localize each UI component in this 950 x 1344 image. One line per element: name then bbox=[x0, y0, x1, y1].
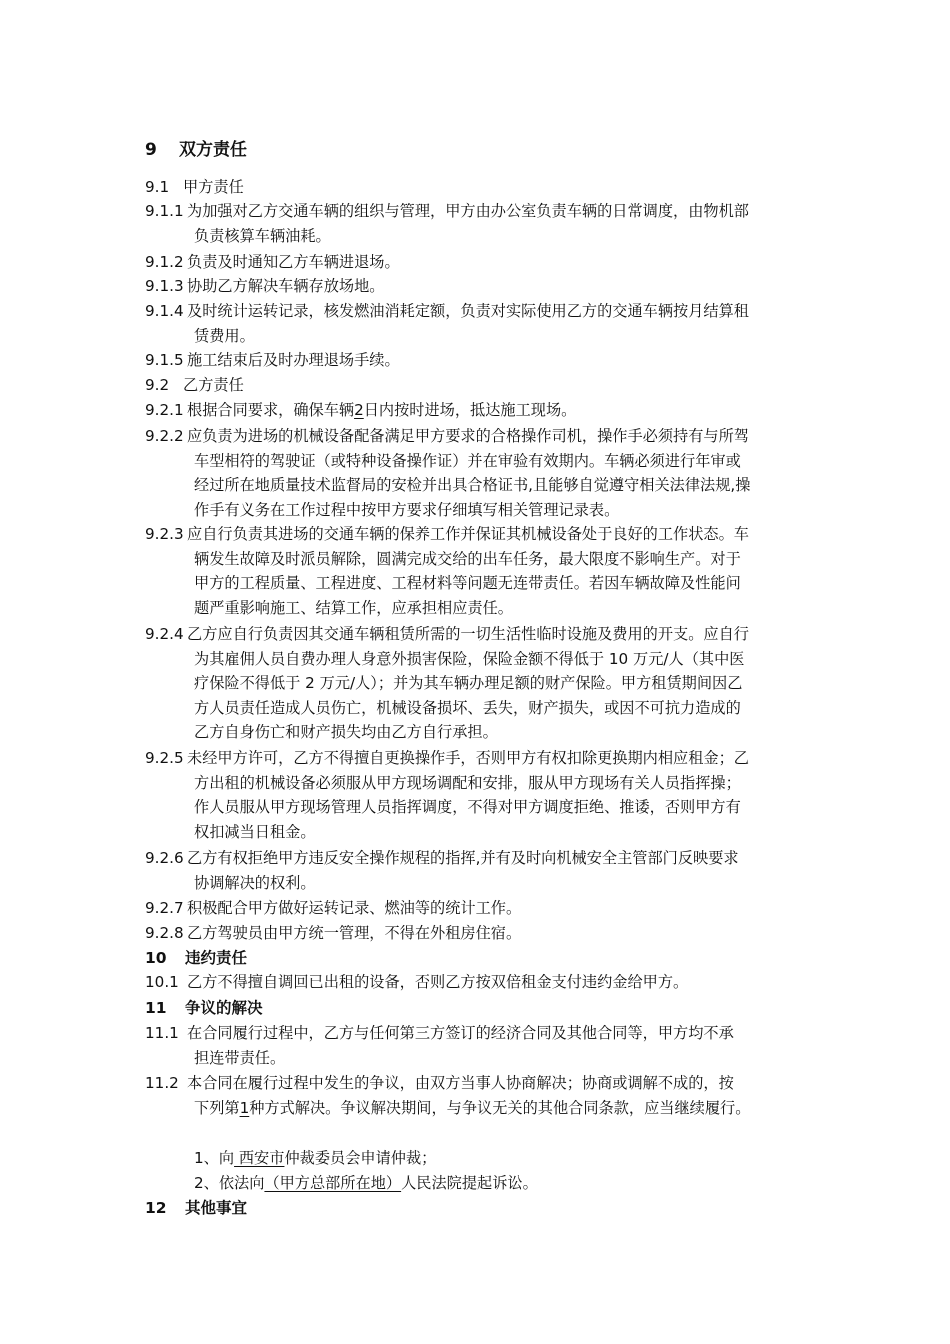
clause-9-1-3: 9.1.3 协助乙方解决车辆存放场地。 bbox=[145, 277, 385, 295]
section-heading-11: 11 争议的解决 bbox=[145, 999, 263, 1017]
subsection-heading-9-1: 9.1 甲方责任 bbox=[145, 178, 244, 196]
arbitration-option-2: 2、依法向（甲方总部所在地）人民法院提起诉讼。 bbox=[194, 1174, 538, 1192]
clause-9-1-4: 9.1.4 及时统计运转记录，核发燃油消耗定额，负责对实际使用乙方的交通车辆按月结算租 赁费用。 bbox=[145, 302, 749, 345]
subsection-heading-9-2: 9.2 乙方责任 bbox=[145, 376, 244, 394]
clause-11-1: 11.1 在合同履行过程中，乙方与任何第三方签订的经济合同及其他合同等，甲方均不承 担连带责任。 bbox=[145, 1024, 734, 1067]
section-heading-10: 10 违约责任 bbox=[145, 949, 248, 967]
clause-9-2-6: 9.2.6 乙方有权拒绝甲方违反安全操作规程的指挥,并有及时向机械安全主管部门反映要求 协调解决的权利。 bbox=[145, 849, 739, 892]
clause-9-1-1: 9.1.1 为加强对乙方交通车辆的组织与管理，甲方由办公室负责车辆的日常调度，由物机部 负责核算车辆油耗。 bbox=[145, 202, 749, 245]
clause-9-2-8: 9.2.8 乙方驾驶员由甲方统一管理，不得在外租房住宿。 bbox=[145, 924, 522, 942]
section-number: 9 bbox=[145, 140, 157, 160]
arbitration-option-1: 1、向 西安市仲裁委员会申请仲裁； bbox=[194, 1149, 437, 1167]
clause-9-1-5: 9.1.5 施工结束后及时办理退场手续。 bbox=[145, 351, 400, 369]
clause-10-1: 10.1 乙方不得擅自调回已出租的设备，否则乙方按双倍租金支付违约金给甲方。 bbox=[145, 973, 689, 991]
court-location: （甲方总部所在地） bbox=[264, 1174, 402, 1192]
section-heading-12: 12 其他事宜 bbox=[145, 1199, 248, 1217]
arbitration-city: 西安市 bbox=[234, 1149, 285, 1167]
clause-9-1-2: 9.1.2 负责及时通知乙方车辆进退场。 bbox=[145, 253, 400, 271]
dispute-method-value: 1 bbox=[239, 1098, 250, 1117]
clause-9-2-7: 9.2.7 积极配合甲方做好运转记录、燃油等的统计工作。 bbox=[145, 899, 522, 917]
days-value: 2 bbox=[354, 401, 364, 419]
section-title: 双方责任 bbox=[179, 140, 247, 160]
clause-9-2-4: 9.2.4 乙方应自行负责因其交通车辆租赁所需的一切生活性临时设施及费用的开支。应自行 为其雇佣人员自费办理人身意外损害保险，保险金额不得低于 10 万元/人（其中医 疗保险不得低于 2 万元/人）；并为其车辆办理足额的财产保险。甲方租赁期间因乙 方人员责任造成人员伤亡，机械设备损坏、丢失，财产损失，或因不可抗力造成的 乙方自身伤亡和财产损失均由乙方自行承担。 bbox=[145, 625, 749, 741]
section-heading-9 bbox=[145, 138, 247, 162]
clause-9-2-5: 9.2.5 未经甲方许可，乙方不得擅自更换操作手，否则甲方有权扣除更换期内相应租金；乙 方出租的机械设备必须服从甲方现场调配和安排，服从甲方现场有关人员指挥操； 作人员服从甲方现场管理人员指挥调度，不得对甲方调度拒绝、推诿，否则甲方有 权扣减当日租金。 bbox=[145, 749, 749, 841]
clause-11-2: 11.2 本合同在履行过程中发生的争议，由双方当事人协商解决；协商或调解不成的，按 下列第1种方式解决。争议解决期间，与争议无关的其他合同条款，应当继续履行。 bbox=[145, 1074, 751, 1117]
clause-9-2-2: 9.2.2 应负责为进场的机械设备配备满足甲方要求的合格操作司机，操作手必须持有与所驾 车型相符的驾驶证（或特种设备操作证）并在审验有效期内。车辆必须进行年审或 经过所在地质量技术监督局的安检并出具合格证书,且能够自觉遵守相关法律法规,操 作手有义务在工作过程中按甲方要求仔细填写相关管理记录表。 bbox=[145, 427, 751, 519]
clause-9-2-1: 9.2.1 根据合同要求，确保车辆2日内按时进场，抵达施工现场。 bbox=[145, 401, 577, 419]
clause-9-2-3: 9.2.3 应自行负责其进场的交通车辆的保养工作并保证其机械设备处于良好的工作状态。车 辆发生故障及时派员解除，圆满完成交给的出车任务，最大限度不影响生产。对于 甲方的工程质量、工程进度、工程材料等问题无连带责任。若因车辆故障及性能问 题严重影响施工、结算工作，应承担相应责任。 bbox=[145, 525, 749, 617]
